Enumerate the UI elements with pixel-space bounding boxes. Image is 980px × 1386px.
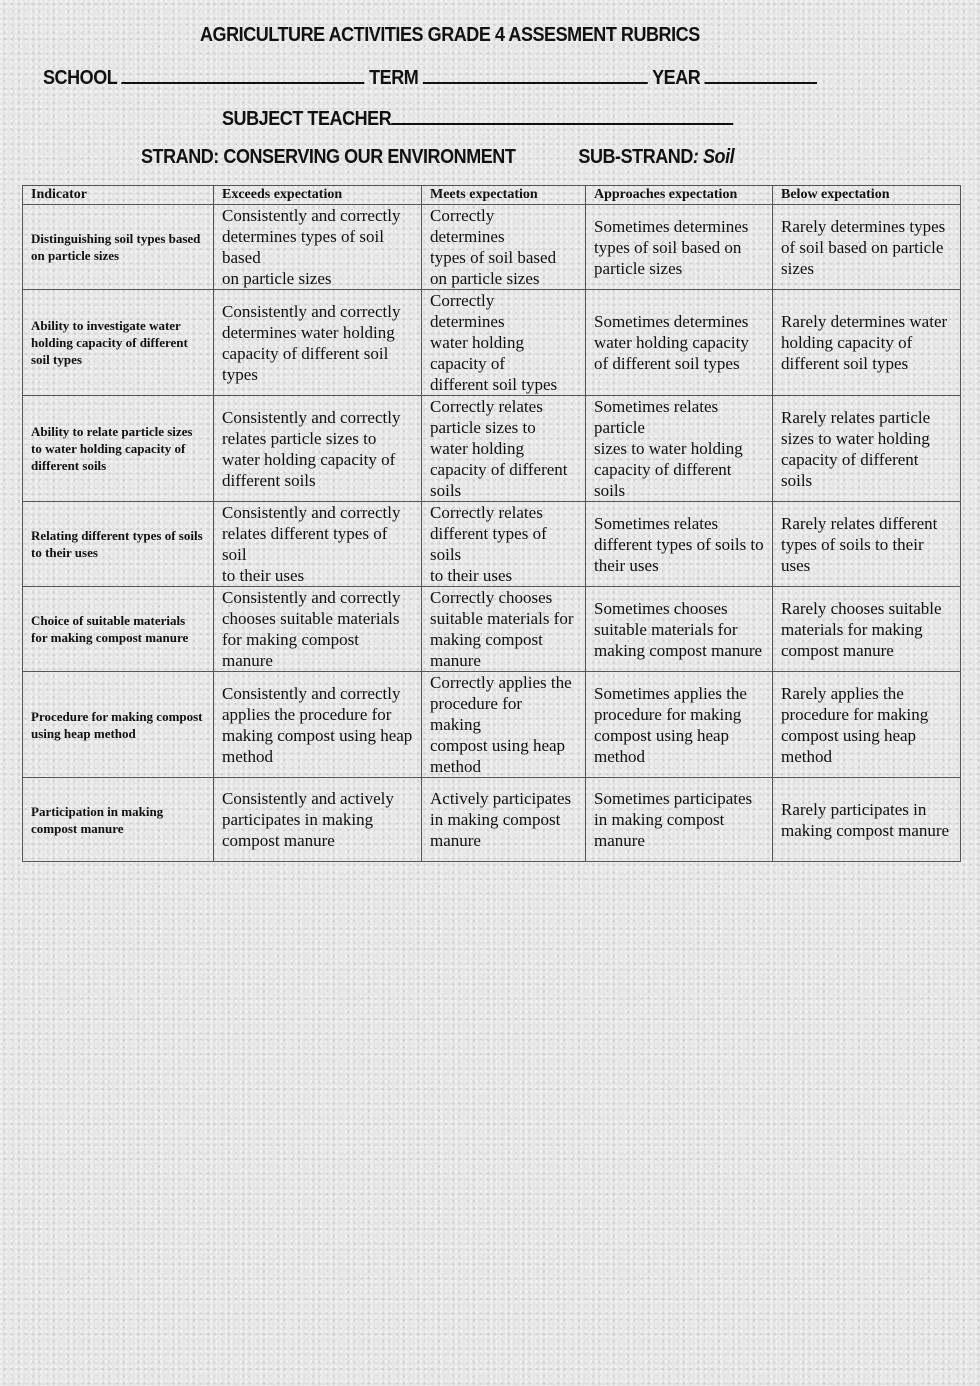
table-header-row (23, 186, 961, 205)
cell-indicator: Participation in making compost manure (23, 778, 214, 862)
cell-approaches: Sometimes relates particle sizes to water holding capacity of different soils (586, 396, 773, 502)
cell-exceeds: Consistently and correctly relates different types of soil to their uses (214, 502, 422, 587)
cell-below: Rarely determines types of soil based on particle sizes (773, 205, 961, 290)
cell-indicator: Ability to relate particle sizes to water holding capacity of different soils (23, 396, 214, 502)
cell-indicator: Ability to investigate water holding capacity of different soil types (23, 290, 214, 396)
cell-approaches: Sometimes relates different types of soils to their uses (586, 502, 773, 587)
year-label: YEAR (652, 67, 701, 89)
term-field[interactable] (423, 64, 648, 84)
cell-approaches: Sometimes determines water holding capacity of different soil types (586, 290, 773, 396)
substrand-label: SUB-STRAND (578, 146, 693, 168)
table-row (23, 778, 961, 862)
cell-exceeds: Consistently and correctly chooses suitable materials for making compost manure (214, 587, 422, 672)
page-title: AGRICULTURE ACTIVITIES GRADE 4 ASSESMENT RUBRICS (200, 24, 700, 46)
header-approaches: Approaches expectation (586, 186, 773, 205)
school-field[interactable] (122, 64, 365, 84)
cell-indicator: Choice of suitable materials for making compost manure (23, 587, 214, 672)
header-exceeds: Exceeds expectation (214, 186, 422, 205)
rubric-table (22, 185, 961, 862)
cell-below: Rarely chooses suitable materials for making compost manure (773, 587, 961, 672)
teacher-line (222, 105, 733, 131)
cell-below: Rarely determines water holding capacity of different soil types (773, 290, 961, 396)
cell-meets: Correctly applies the procedure for making compost using heap method (422, 672, 586, 778)
table-row (23, 587, 961, 672)
header-below: Below expectation (773, 186, 961, 205)
cell-meets: Correctly relates particle sizes to water holding capacity of different soils (422, 396, 586, 502)
cell-exceeds: Consistently and actively participates in making compost manure (214, 778, 422, 862)
teacher-field[interactable] (391, 105, 733, 125)
cell-approaches: Sometimes applies the procedure for making compost using heap method (586, 672, 773, 778)
cell-exceeds: Consistently and correctly relates particle sizes to water holding capacity of different soils (214, 396, 422, 502)
table-row (23, 290, 961, 396)
year-field[interactable] (705, 64, 818, 84)
cell-exceeds: Consistently and correctly determines water holding capacity of different soil types (214, 290, 422, 396)
cell-indicator: Procedure for making compost using heap method (23, 672, 214, 778)
substrand-value: : Soil (692, 146, 735, 168)
school-label: SCHOOL (43, 67, 117, 89)
cell-below: Rarely relates particle sizes to water holding capacity of different soils (773, 396, 961, 502)
cell-approaches: Sometimes determines types of soil based on particle sizes (586, 205, 773, 290)
header-meets: Meets expectation (422, 186, 586, 205)
cell-meets: Correctly chooses suitable materials for making compost manure (422, 587, 586, 672)
table-row (23, 396, 961, 502)
strand-line (141, 146, 734, 169)
cell-below: Rarely relates different types of soils to their uses (773, 502, 961, 587)
cell-below: Rarely applies the procedure for making compost using heap method (773, 672, 961, 778)
cell-approaches: Sometimes participates in making compost manure (586, 778, 773, 862)
cell-meets: Actively participates in making compost manure (422, 778, 586, 862)
table-row (23, 672, 961, 778)
cell-exceeds: Consistently and correctly applies the procedure for making compost using heap method (214, 672, 422, 778)
cell-indicator: Relating different types of soils to their uses (23, 502, 214, 587)
header-indicator: Indicator (23, 186, 214, 205)
teacher-label: SUBJECT TEACHER (222, 108, 392, 130)
term-label: TERM (369, 67, 419, 89)
table-row (23, 502, 961, 587)
strand-label: STRAND: CONSERVING OUR ENVIRONMENT (141, 146, 516, 168)
cell-below: Rarely participates in making compost manure (773, 778, 961, 862)
cell-approaches: Sometimes chooses suitable materials for making compost manure (586, 587, 773, 672)
cell-exceeds: Consistently and correctly determines types of soil based on particle sizes (214, 205, 422, 290)
cell-meets: Correctly relates different types of soils to their uses (422, 502, 586, 587)
table-row (23, 205, 961, 290)
cell-indicator: Distinguishing soil types based on particle sizes (23, 205, 214, 290)
cell-meets: Correctly determines types of soil based on particle sizes (422, 205, 586, 290)
school-line (43, 64, 817, 90)
cell-meets: Correctly determines water holding capacity of different soil types (422, 290, 586, 396)
